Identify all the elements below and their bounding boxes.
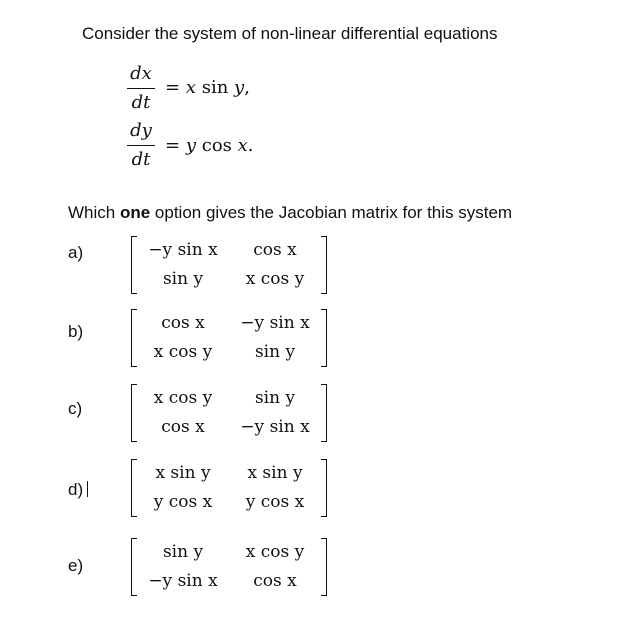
rhs-argument: y	[234, 77, 245, 98]
matrix-cell-r1c2: x cos y	[245, 542, 305, 562]
matrix-cell-r1c1: x sin y	[155, 463, 211, 483]
matrix-cell-r2c2: x cos y	[245, 269, 305, 289]
option-d-label[interactable]: d)	[68, 480, 84, 499]
matrix-cell-r1c1: −y sin x	[148, 240, 218, 260]
question-after: option gives the Jacobian matrix for this system	[150, 203, 513, 222]
right-bracket	[321, 459, 327, 517]
equation-1-numerator: dx	[130, 63, 152, 84]
matrix-cell-r1c1: cos x	[161, 313, 205, 333]
option-c-matrix[interactable]	[131, 384, 327, 442]
matrix-cell-r1c1: sin y	[162, 542, 204, 562]
rhs-variable: x	[185, 77, 196, 98]
matrix-cell-r1c2: cos x	[253, 240, 297, 260]
equation-1-rhs	[165, 77, 250, 98]
matrix-cell-r1c2: x sin y	[247, 463, 303, 483]
question-emphasis: one	[119, 203, 151, 222]
option-c-label[interactable]: c)	[68, 399, 83, 418]
matrix-cell-r2c2: y cos x	[245, 492, 305, 512]
option-e-matrix[interactable]	[131, 538, 327, 596]
text-cursor	[87, 481, 88, 497]
right-bracket	[321, 236, 327, 294]
matrix-cell-r1c2: sin y	[254, 388, 296, 408]
rhs-function: cos	[201, 135, 232, 156]
option-b-matrix[interactable]	[131, 309, 327, 367]
matrix-cell-r2c1: −y sin x	[148, 571, 218, 591]
matrix-cell-r1c2: −y sin x	[240, 313, 310, 333]
rhs-argument: x	[237, 135, 248, 156]
matrix-cell-r2c1: x cos y	[153, 342, 213, 362]
equation-2-rhs	[165, 135, 254, 156]
fraction-bar	[127, 145, 155, 146]
option-e-label[interactable]: e)	[68, 556, 84, 575]
intro-text: Consider the system of non-linear differential equations	[82, 24, 498, 43]
left-bracket	[131, 538, 137, 596]
equals-sign: =	[165, 77, 181, 98]
equation-2-denominator: dt	[131, 149, 151, 170]
right-bracket	[321, 309, 327, 367]
option-d-matrix[interactable]	[131, 459, 327, 517]
option-a-label[interactable]: a)	[68, 243, 84, 262]
equation-2-numerator: dy	[130, 120, 152, 141]
matrix-cell-r1c1: x cos y	[153, 388, 213, 408]
rhs-punctuation: ,	[244, 77, 250, 98]
fraction-bar	[127, 88, 155, 89]
option-a-matrix[interactable]	[131, 236, 327, 294]
left-bracket	[131, 459, 137, 517]
question-before: Which	[68, 203, 120, 222]
matrix-cell-r2c1: cos x	[161, 417, 205, 437]
right-bracket	[321, 384, 327, 442]
matrix-cell-r2c2: cos x	[253, 571, 297, 591]
equals-sign: =	[165, 135, 181, 156]
rhs-punctuation: .	[247, 135, 254, 156]
right-bracket	[321, 538, 327, 596]
rhs-function: sin	[201, 77, 229, 98]
equation-2-fraction	[127, 119, 155, 172]
left-bracket	[131, 309, 137, 367]
matrix-cell-r2c2: −y sin x	[240, 417, 310, 437]
equation-1-fraction	[127, 62, 155, 115]
matrix-cell-r2c1: sin y	[162, 269, 204, 289]
matrix-cell-r2c1: y cos x	[153, 492, 213, 512]
rhs-variable: y	[185, 135, 196, 156]
question-text	[68, 203, 512, 223]
matrix-cell-r2c2: sin y	[254, 342, 296, 362]
left-bracket	[131, 236, 137, 294]
equation-1-denominator: dt	[131, 92, 151, 113]
option-b-label[interactable]: b)	[68, 322, 84, 341]
left-bracket	[131, 384, 137, 442]
